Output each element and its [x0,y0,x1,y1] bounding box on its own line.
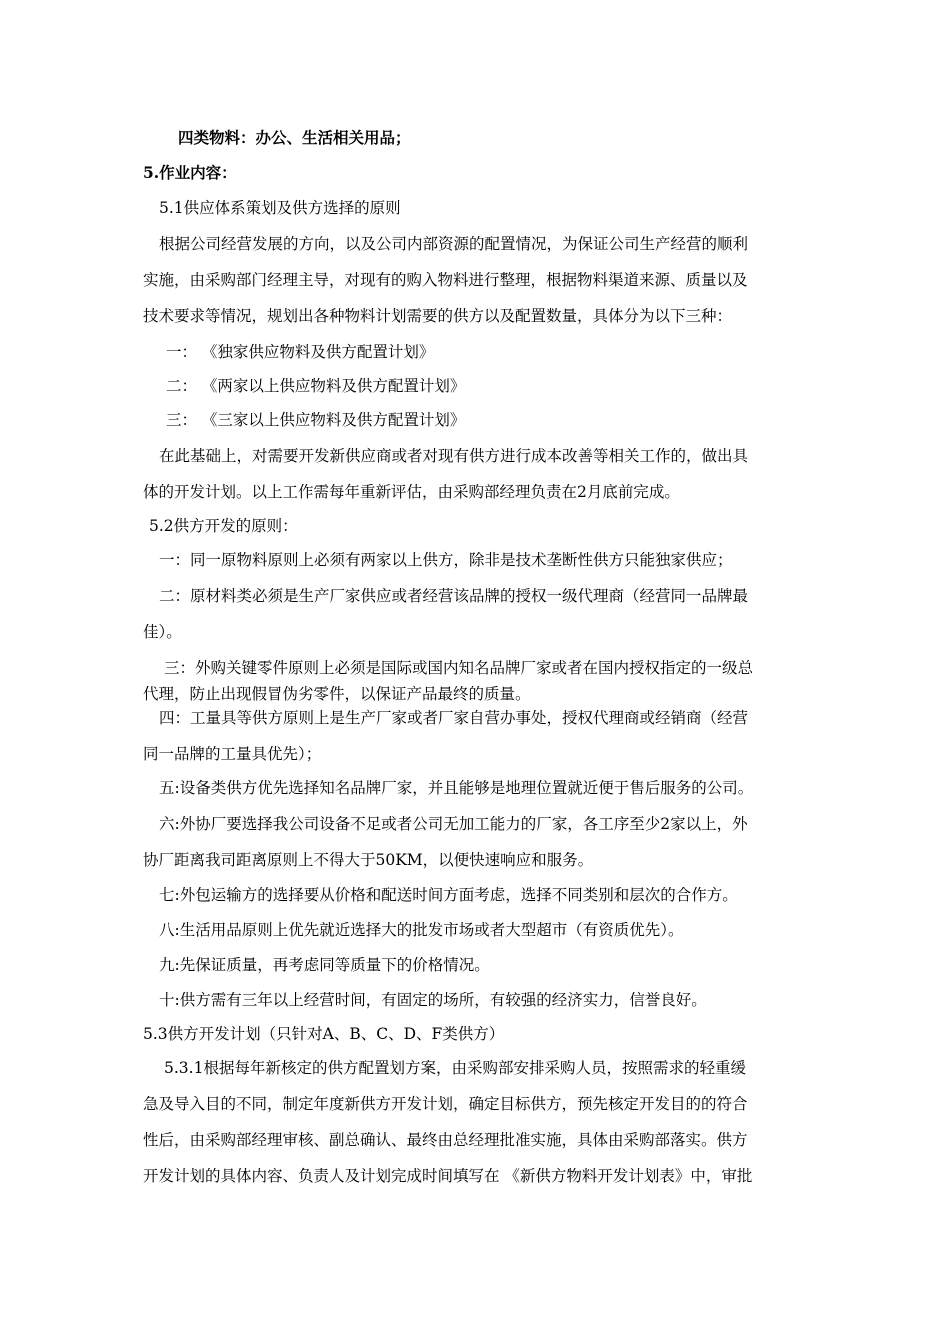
principle-line: 十:供方需有三年以上经营时间，有固定的场所，有较强的经济实力，信誉良好。 [159,991,707,1009]
paragraph-line: 体的开发计划。以上工作需每年重新评估，由采购部经理负责在2月底前完成。 [143,483,680,501]
principle-line: 同一品牌的工量具优先）； [143,745,322,763]
principle-line: 八:生活用品原则上优先就近选择大的批发市场或者大型超市（有资质优先）。 [159,921,684,939]
principle-line: 二：原材料类必须是生产厂家供应或者经营该品牌的授权一级代理商（经营同一品牌最 [159,587,749,605]
plan-item-3: 三： 《三家以上供应物料及供方配置计划》 [166,411,466,429]
principle-line: 三：外购关键零件原则上必须是国际或国内知名品牌厂家或者在国内授权指定的一级总 [164,659,754,677]
section-5-1-heading: 5.1供应体系策划及供方选择的原则 [159,199,401,217]
paragraph-line: 技术要求等情况，规划出各种物料计划需要的供方以及配置数量，具体分为以下三种： [143,307,733,325]
paragraph-line: 实施，由采购部门经理主导，对现有的购入物料进行整理，根据物料渠道来源、质量以及 [143,271,748,289]
paragraph-line: 在此基础上，对需要开发新供应商或者对现有供方进行成本改善等相关工作的，做出具 [159,447,749,465]
principle-line: 九:先保证质量，再考虑同等质量下的价格情况。 [159,956,490,974]
section-5-3-heading: 5.3供方开发计划（只针对A、B、C、D、F类供方） [143,1025,505,1043]
paragraph-line: 根据公司经营发展的方向，以及公司内部资源的配置情况，为保证公司生产经营的顺利 [159,235,749,253]
plan-item-2: 二： 《两家以上供应物料及供方配置计划》 [166,377,466,395]
category-four-line: 四类物料：办公、生活相关用品； [178,128,411,147]
principle-line: 六:外协厂要选择我公司设备不足或者公司无加工能力的厂家，各工序至少2家以上，外 [159,815,748,833]
paragraph-line: 开发计划的具体内容、负责人及计划完成时间填写在 《新供方物料开发计划表》中，审批 [143,1167,753,1185]
principle-line: 五:设备类供方优先选择知名品牌厂家，并且能够是地理位置就近便于售后服务的公司。 [159,779,754,797]
principle-line: 代理，防止出现假冒伪劣零件，以保证产品最终的质量。 [143,685,531,703]
principle-line: 一：同一原物料原则上必须有两家以上供方，除非是技术垄断性供方只能独家供应； [159,551,733,569]
paragraph-line: 急及导入目的不同，制定年度新供方开发计划，确定目标供方，预先核定开发目的的符合 [143,1095,748,1113]
section-5-2-heading: 5.2供方开发的原则： [149,517,298,535]
principle-line: 七:外包运输方的选择要从价格和配送时间方面考虑，选择不同类别和层次的合作方。 [159,886,738,904]
principle-line: 佳）。 [143,623,182,641]
plan-item-1: 一： 《独家供应物料及供方配置计划》 [166,343,435,361]
principle-line: 四：工量具等供方原则上是生产厂家或者厂家自营办事处，授权代理商或经销商（经营 [159,709,749,727]
principle-line: 协厂距离我司距离原则上不得大于50KM，以便快速响应和服务。 [143,851,594,869]
section-5-heading: 5.作业内容： [143,163,237,182]
paragraph-line: 5.3.1根据每年新核定的供方配置划方案，由采购部安排采购人员，按照需求的轻重缓 [164,1059,746,1077]
paragraph-line: 性后，由采购部经理审核、副总确认、最终由总经理批准实施，具体由采购部落实。供方 [143,1131,748,1149]
